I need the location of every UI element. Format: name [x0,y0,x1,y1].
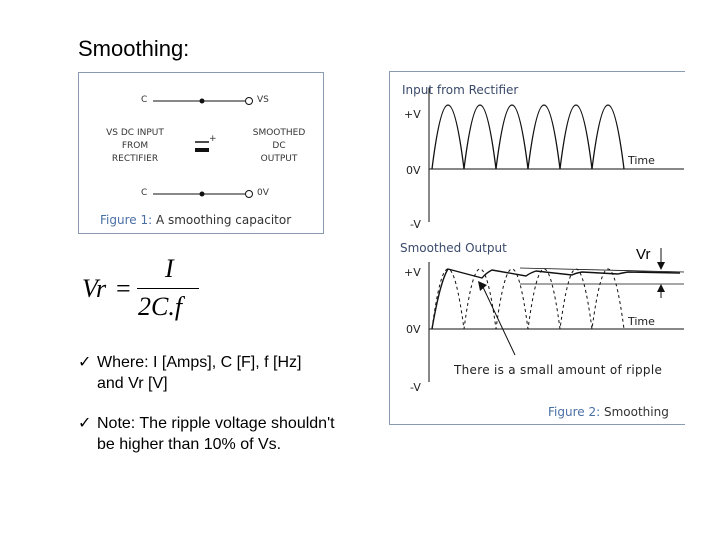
node-bottom-left-label: C [141,188,148,198]
bottom-graph-minus-v-label: -V [410,381,421,394]
input-label-line: VS DC INPUT [106,128,164,138]
top-graph-plus-v-label: +V [404,108,421,121]
figure-1-smoothing-capacitor [78,72,324,234]
output-label-line: DC [272,141,286,151]
input-label [85,127,185,166]
figure-1-caption-text: A smoothing capacitor [155,213,292,227]
bullet-line: Note: The ripple voltage shouldn't [97,415,335,432]
node-top-left-label: C [141,95,148,105]
output-label-line: SMOOTHED [252,128,306,138]
node-bottom-right-label: 0V [257,188,269,198]
vr-label: Vr [636,246,651,263]
formula-fraction-bar [137,288,199,289]
formula-denominator: 2C.f [138,292,183,321]
output-label [229,127,329,166]
ripple-note: There is a small amount of ripple [454,363,663,377]
node-top-right-label: VS [257,95,269,105]
top-graph-title: Input from Rectifier [402,83,519,97]
figure-1-caption-prefix: Figure 1: [100,213,153,227]
figure-2-caption [548,405,669,419]
ripple-formula [80,254,210,328]
input-label-line: RECTIFIER [111,154,159,164]
slide-title: Smoothing: [78,36,190,61]
bullet-units [78,352,378,394]
checkmark-icon: ✓ [78,415,92,432]
input-label-line: FROM [121,141,149,151]
top-graph-zero-v-label: 0V [406,164,421,177]
formula-lhs: Vr [82,274,107,303]
bottom-graph-title: Smoothed Output [400,241,507,255]
figure-2-caption-text: Smoothing [603,405,669,419]
bullet-line: Where: I [Amps], C [F], f [Hz] [97,354,302,371]
bullet-ripple-note [78,413,378,455]
rectified-waveform [432,105,624,169]
checkmark-icon: ✓ [78,354,92,371]
top-graph-minus-v-label: -V [410,218,421,231]
capacitor-plus-sign: + [209,134,217,144]
top-graph-time-label: Time [628,154,655,167]
bottom-graph-time-label: Time [628,315,655,328]
bullet-line: be higher than 10% of Vs. [97,436,282,453]
bottom-graph-zero-v-label: 0V [406,323,421,336]
figure-2-caption-prefix: Figure 2: [548,405,601,419]
bottom-graph-plus-v-label: +V [404,266,421,279]
formula-numerator: I [165,254,174,283]
output-label-line: OUTPUT [260,154,298,164]
figure-1-caption [100,213,291,227]
dashed-input-waveform [432,269,624,329]
bullet-line: and Vr [V] [97,375,168,392]
formula-equals: = [116,274,131,303]
